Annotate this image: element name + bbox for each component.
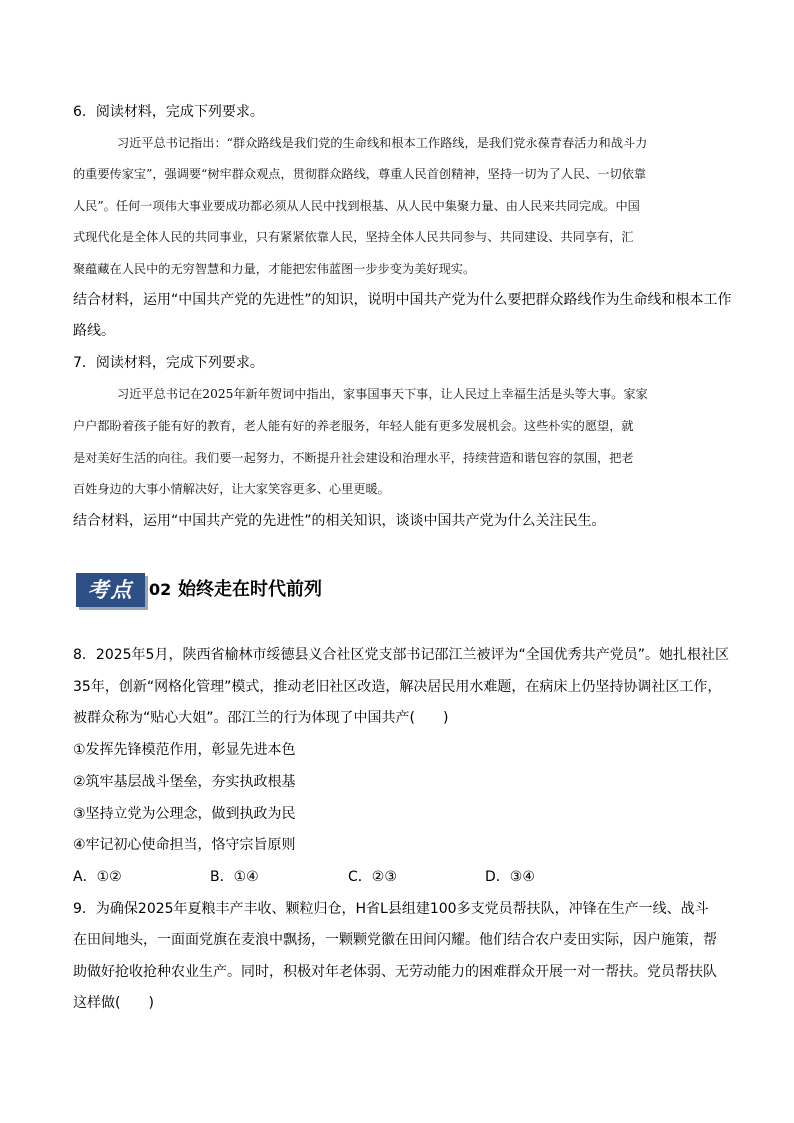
q9-stem-line: 9．为确保2025年夏粮丰产丰收、颗粒归仓，H省L县组建100多支党员帮扶队，冲锋在生产一线、战斗 [73,901,709,917]
q6-material-line: 聚蕴藏在人民中的无穷智慧和力量，才能把宏伟蓝图一步步变为美好现实。 [73,262,476,276]
q7-stem: 7．阅读材料，完成下列要求。 [73,355,264,371]
choice-c: C．②③ [348,869,397,885]
q9-stem-line: 这样做( ) [73,995,154,1011]
section-number: 02 [149,580,172,599]
q7-material-line: 百姓身边的大事小情解决好，让大家笑容更多、心里更暖。 [73,482,390,496]
q7-material-line: 是对美好生活的向往。我们要一起努力，不断提升社会建设和治理水平，持续营造和谐包容的氛围，把老 [73,451,634,465]
q8-stem-line: 被群众称为“贴心大姐”。邵江兰的行为体现了中国共产( ) [73,710,449,726]
q8-option: ③坚持立党为公理念，做到执政为民 [73,806,296,822]
q6-material-line: 的重要传家宝”，强调要“树牢群众观点，贯彻群众路线，尊重人民首创精神，坚持一切为了人民、一切依靠 [73,167,647,181]
q8-stem-line: 35年，创新“网格化管理”模式，推动老旧社区改造，解决居民用水难题，在病床上仍坚持协调社区工作， [73,679,722,695]
q6-material-line: 人民”。任何一项伟大事业要成功都必须从人民中找到根基、从人民中集聚力量、由人民来共同完成。中国 [73,199,640,213]
q6-material-line: 式现代化是全体人民的共同事业，只有紧紧依靠人民，坚持全体人民共同参与、共同建设、共同享有，汇 [73,230,634,244]
q8-stem-line: 8．2025年5月，陕西省榆林市绥德县义合社区党支部书记邵江兰被评为“全国优秀共产党员”。她扎根社区 [73,647,729,663]
q9-stem-line: 在田间地头，一面面党旗在麦浪中飘扬，一颗颗党徽在田间闪耀。他们结合农户麦田实际，因户施策，帮 [73,932,717,948]
q8-option: ①发挥先锋模范作用，彰显先进本色 [73,742,296,758]
q6-stem: 6．阅读材料，完成下列要求。 [73,104,264,120]
q7-material-line: 户户都盼着孩子能有好的教育，老人能有好的养老服务，年轻人能有更多发展机会。这些朴实的愿望，就 [73,419,634,433]
q6-task-line: 路线。 [73,323,115,339]
q8-option: ④牢记初心使命担当，恪守宗旨原则 [73,837,296,853]
section-badge-label: 考点 [87,577,134,602]
q7-task-line: 结合材料，运用“中国共产党的先进性”的相关知识，谈谈中国共产党为什么关注民生。 [73,513,606,529]
section-heading [76,573,406,609]
section-title: 始终走在时代前列 [178,579,322,600]
q7-material-line: 习近平总书记在2025年新年贺词中指出，家事国事天下事，让人民过上幸福生活是头等大事。家家 [117,387,648,401]
q8-answer-choices [73,867,633,887]
choice-a: A．①② [73,869,122,885]
q6-task-line: 结合材料，运用“中国共产党的先进性”的知识，说明中国共产党为什么要把群众路线作为生命线和根本工作 [73,292,732,308]
q8-option: ②筑牢基层战斗堡垒，夯实执政根基 [73,774,296,790]
q6-material-line: 习近平总书记指出：“群众路线是我们党的生命线和根本工作路线，是我们党永葆青春活力和战斗力 [117,136,648,150]
choice-d: D．③④ [485,869,535,885]
q9-stem-line: 助做好抢收抢种农业生产。同时，积极对年老体弱、无劳动能力的困难群众开展一对一帮扶。党员帮扶队 [73,964,717,980]
choice-b: B．①④ [210,869,259,885]
